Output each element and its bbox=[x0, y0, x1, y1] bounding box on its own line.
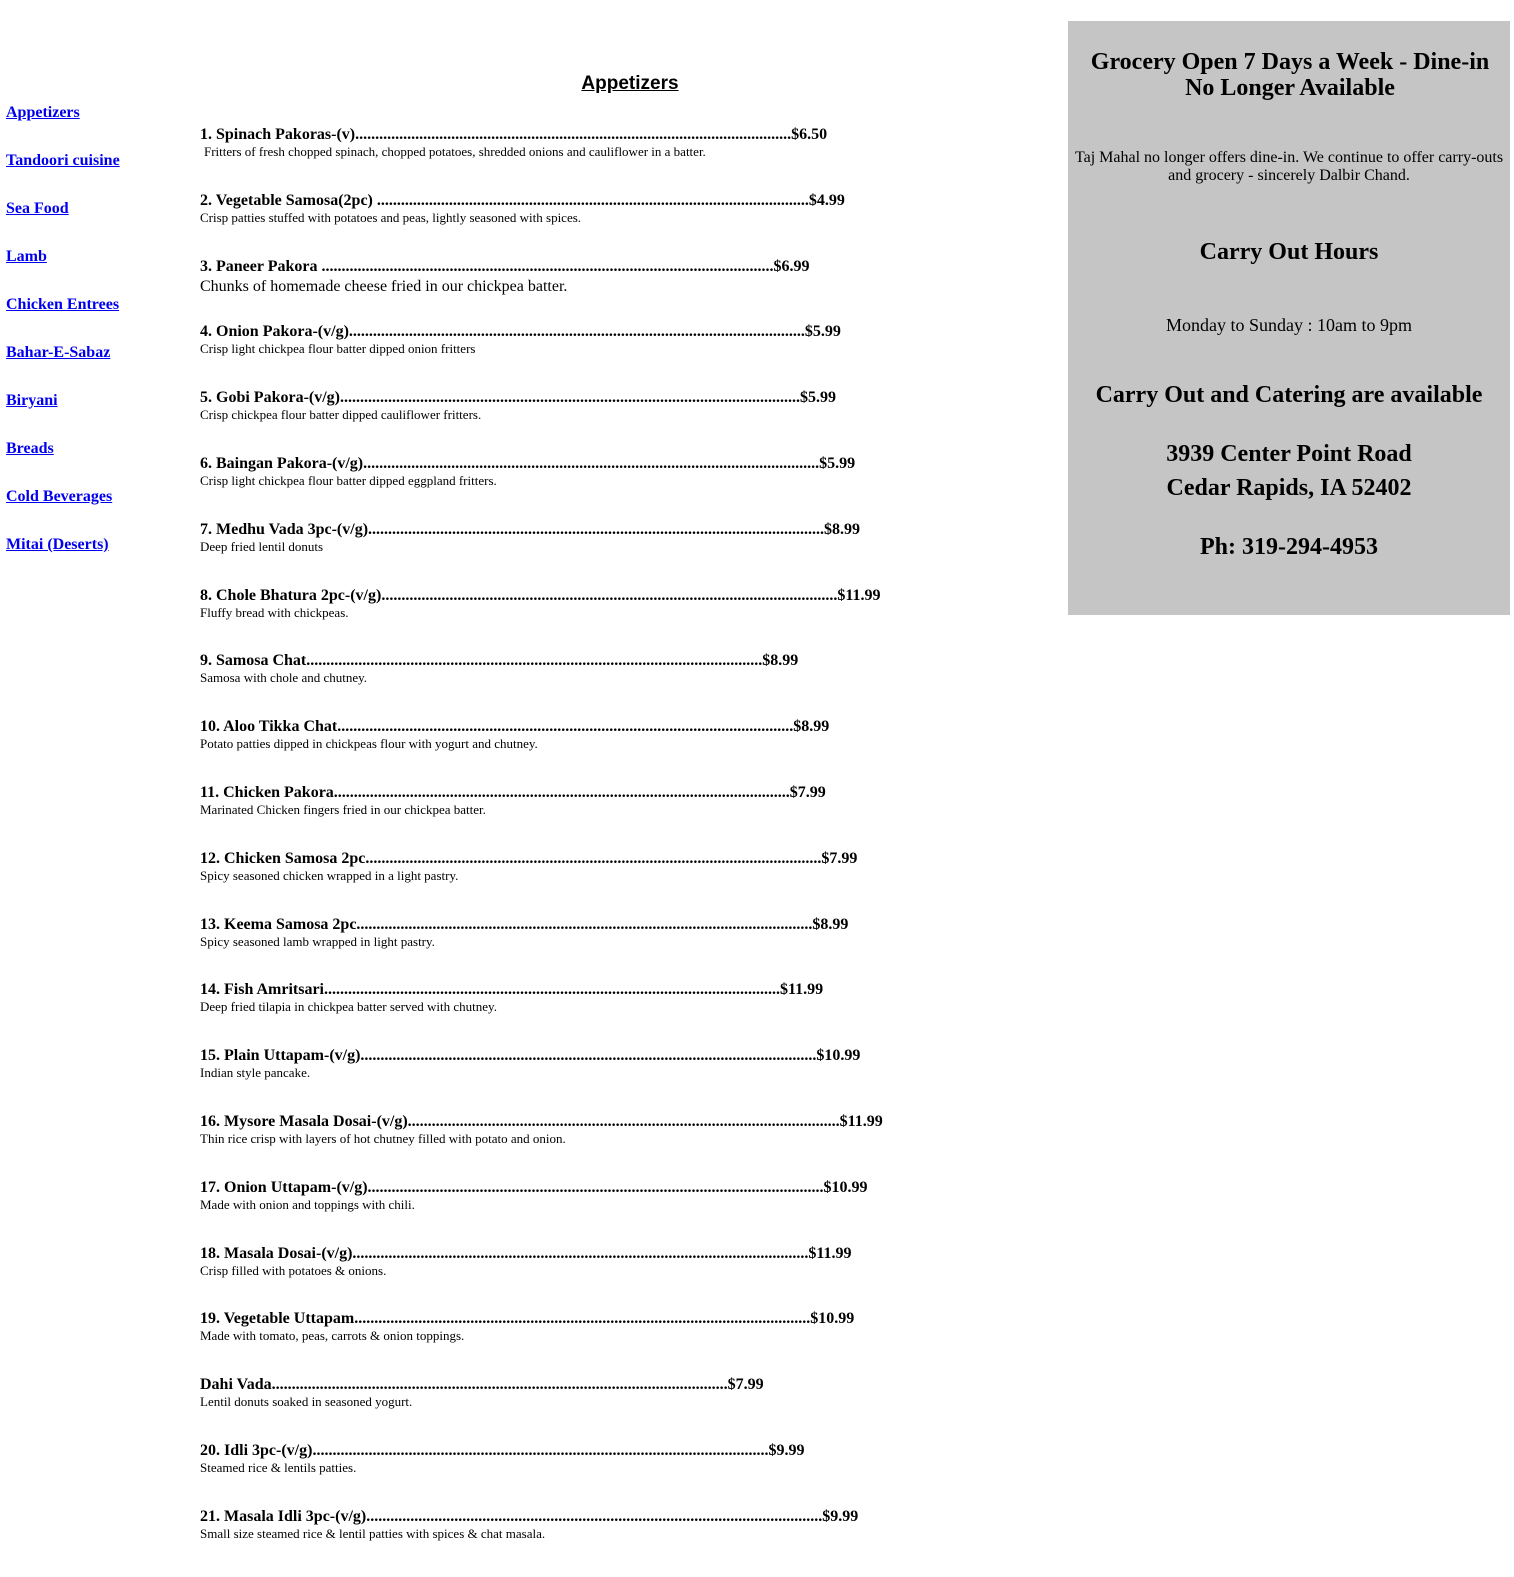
menu-item-description: Deep fried lentil donuts bbox=[200, 538, 324, 554]
menu-item bbox=[200, 257, 1060, 323]
menu-item-title: 7. Medhu Vada 3pc-(v/g)..................................................................................................................$8.99 bbox=[200, 520, 861, 538]
nav-link-bahar-e-sabaz[interactable]: Bahar-E-Sabaz bbox=[6, 344, 111, 361]
menu-item-description: Marinated Chicken fingers fried in our chickpea batter. bbox=[200, 801, 486, 817]
menu-item-list bbox=[200, 125, 1060, 1573]
menu-item-description: Potato patties dipped in chickpeas flour with yogurt and chutney. bbox=[200, 736, 538, 752]
menu-item bbox=[200, 1375, 1060, 1441]
address-line-2: Cedar Rapids, IA 52402 bbox=[1166, 475, 1412, 501]
menu-item-title: 2. Vegetable Samosa(2pc) ............................................................................................................$4.99 bbox=[200, 191, 845, 209]
menu-item bbox=[200, 388, 1060, 454]
menu-item bbox=[200, 1244, 1060, 1310]
menu-item bbox=[200, 586, 1060, 652]
menu-item-title: 10. Aloo Tikka Chat..................................................................................................................$8.99 bbox=[200, 718, 830, 736]
nav-link-sea-food[interactable]: Sea Food bbox=[6, 200, 69, 217]
menu-item-description: Spicy seasoned lamb wrapped in light pastry. bbox=[200, 933, 435, 949]
category-sidebar bbox=[6, 103, 186, 583]
menu-item-title: 14. Fish Amritsari..................................................................................................................$11.99 bbox=[200, 981, 824, 999]
menu-item bbox=[200, 125, 1060, 191]
menu-item-title: 3. Paneer Pakora .................................................................................................................$6.99 bbox=[200, 257, 810, 275]
menu-item bbox=[200, 1441, 1060, 1507]
menu-item bbox=[200, 1309, 1060, 1375]
section-title: Appetizers bbox=[581, 73, 679, 94]
menu-item-title: 20. Idli 3pc-(v/g)..................................................................................................................$9.99 bbox=[200, 1441, 805, 1459]
menu-item-title: 6. Baingan Pakora-(v/g)..................................................................................................................$5.99 bbox=[200, 454, 856, 472]
grocery-banner: Grocery Open 7 Days a Week - Dine-in No Longer Available bbox=[1090, 49, 1490, 101]
menu-item-description: Spicy seasoned chicken wrapped in a light pastry. bbox=[200, 867, 459, 883]
menu-item-title: 8. Chole Bhatura 2pc-(v/g)..................................................................................................................$11.99 bbox=[200, 586, 881, 604]
menu-item-description: Fritters of fresh chopped spinach, chopped potatoes, shredded onions and cauliflower in a batter. bbox=[204, 144, 706, 159]
menu-item-description: Deep fried tilapia in chickpea batter served with chutney. bbox=[200, 999, 497, 1015]
dine-in-notice: Taj Mahal no longer offers dine-in. We continue to offer carry-outs and grocery - sincerely Dalbir Chand. bbox=[1074, 149, 1504, 184]
menu-item-title: 21. Masala Idli 3pc-(v/g)..................................................................................................................$9.99 bbox=[200, 1507, 859, 1525]
menu-item-title: 5. Gobi Pakora-(v/g)...................................................................................................................$5.99 bbox=[200, 389, 836, 407]
nav-link-cold-beverages[interactable]: Cold Beverages bbox=[6, 488, 113, 505]
menu-item bbox=[200, 980, 1060, 1046]
nav-link-tandoori-cuisine[interactable]: Tandoori cuisine bbox=[6, 152, 120, 169]
menu-item-title: 17. Onion Uttapam-(v/g)..................................................................................................................$10.99 bbox=[200, 1178, 868, 1196]
menu-item-title: 15. Plain Uttapam-(v/g)..................................................................................................................$10.99 bbox=[200, 1047, 861, 1065]
menu-item-description: Crisp light chickpea flour batter dipped onion fritters bbox=[200, 341, 476, 357]
address-line-1: 3939 Center Point Road bbox=[1166, 441, 1412, 467]
nav-link-appetizers[interactable]: Appetizers bbox=[6, 104, 80, 121]
menu-item bbox=[200, 849, 1060, 915]
menu-item bbox=[200, 520, 1060, 586]
nav-link-mitai-deserts[interactable]: Mitai (Deserts) bbox=[6, 536, 109, 553]
nav-link-breads[interactable]: Breads bbox=[6, 440, 54, 457]
menu-item bbox=[200, 783, 1060, 849]
menu-item-description: Crisp patties stuffed with potatoes and peas, lightly seasoned with spices. bbox=[200, 209, 582, 225]
menu-item-title: 9. Samosa Chat..................................................................................................................$8.99 bbox=[200, 652, 799, 670]
menu-item-description: Made with tomato, peas, carrots & onion toppings. bbox=[200, 1328, 465, 1344]
menu-item bbox=[200, 1046, 1060, 1112]
carry-out-hours: Monday to Sunday : 10am to 9pm bbox=[1166, 315, 1412, 335]
menu-item-description: Crisp chickpea flour batter dipped cauliflower fritters. bbox=[200, 407, 482, 423]
menu-item bbox=[200, 322, 1060, 388]
menu-item bbox=[200, 1178, 1060, 1244]
menu-item bbox=[200, 454, 1060, 520]
menu-item-title: 18. Masala Dosai-(v/g)..................................................................................................................$11.99 bbox=[200, 1244, 852, 1262]
menu-item-description: Samosa with chole and chutney. bbox=[200, 670, 368, 686]
menu-item bbox=[200, 717, 1060, 783]
menu-item bbox=[200, 1112, 1060, 1178]
menu-item-description: Made with onion and toppings with chili. bbox=[200, 1196, 415, 1212]
menu-item-title: 16. Mysore Masala Dosai-(v/g)............................................................................................................$11.99 bbox=[200, 1112, 883, 1130]
menu-item bbox=[200, 191, 1060, 257]
menu-item-title: 4. Onion Pakora-(v/g)..................................................................................................................$5.99 bbox=[200, 323, 841, 341]
menu-item bbox=[200, 651, 1060, 717]
menu-item-description: Fluffy bread with chickpeas. bbox=[200, 604, 349, 620]
menu-item bbox=[200, 915, 1060, 981]
menu-item-title: 13. Keema Samosa 2pc..................................................................................................................$8.99 bbox=[200, 915, 849, 933]
carry-out-hours-title: Carry Out Hours bbox=[1199, 239, 1379, 265]
menu-item-description: Steamed rice & lentils patties. bbox=[200, 1459, 357, 1475]
info-panel bbox=[1068, 21, 1510, 615]
menu-item-description: Indian style pancake. bbox=[200, 1065, 311, 1081]
menu-item-title: 12. Chicken Samosa 2pc..................................................................................................................$7.99 bbox=[200, 849, 858, 867]
menu-item bbox=[200, 1507, 1060, 1573]
menu-item-title: 1. Spinach Pakoras-(v).............................................................................................................$6.50 bbox=[200, 126, 828, 143]
menu-item-description: Chunks of homemade cheese fried in our chickpea batter. bbox=[200, 277, 568, 295]
menu-item-description: Small size steamed rice & lentil patties with spices & chat masala. bbox=[200, 1525, 546, 1541]
menu-item-description: Thin rice crisp with layers of hot chutney filled with potato and onion. bbox=[200, 1130, 566, 1146]
menu-item-title: 19. Vegetable Uttapam..................................................................................................................$10.99 bbox=[200, 1310, 855, 1328]
menu-item-description: Crisp filled with potatoes & onions. bbox=[200, 1262, 387, 1278]
nav-link-chicken-entrees[interactable]: Chicken Entrees bbox=[6, 296, 120, 313]
menu-item-description: Lentil donuts soaked in seasoned yogurt. bbox=[200, 1394, 413, 1410]
menu-item-description: Crisp light chickpea flour batter dipped eggpland fritters. bbox=[200, 472, 497, 488]
menu-item-title: Dahi Vada..................................................................................................................$7.99 bbox=[200, 1376, 764, 1394]
nav-link-lamb[interactable]: Lamb bbox=[6, 248, 47, 265]
menu-item-title: 11. Chicken Pakora..................................................................................................................$7.99 bbox=[200, 783, 826, 801]
phone-number: Ph: 319-294-4953 bbox=[1200, 534, 1378, 560]
catering-note: Carry Out and Catering are available bbox=[1095, 382, 1483, 408]
nav-link-biryani[interactable]: Biryani bbox=[6, 392, 58, 409]
